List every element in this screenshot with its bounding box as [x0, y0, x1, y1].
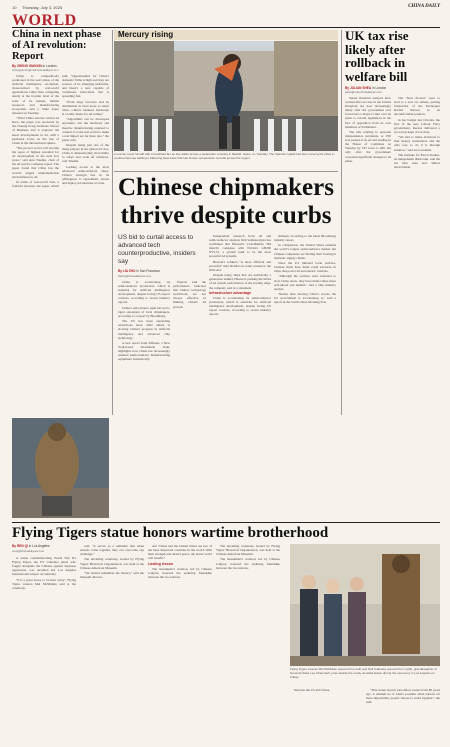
story4-col2	[80, 544, 144, 741]
paragraph: China is accelerating its semiconductor production, which is essential for artificial intelligence development, despite facing US export controls, according to recent industry reports.	[118, 280, 170, 305]
story2-byline-email[interactable]: liazhu@chinadailyusa.com	[118, 274, 152, 278]
story2-kicker: Mercury rising	[118, 30, 174, 39]
story2-col3	[274, 234, 336, 415]
paragraph: "This statue doesn't just reflect events from 80 years ago, it reminds us of what's possible when nations act more importantly, people choose to stand together," she said.	[366, 688, 440, 705]
paragraph: Huawei's solution "is more efficient and powerful" than Nvidia's in some scenarios, the firm said.	[209, 259, 271, 272]
paragraph: A new report from Jefferies, a New York-based investment bank, highlights how China has increasingly realized semiconductor manufacturing equipment domestically.	[118, 340, 170, 362]
paragraph: China's self-reliance push has led to rapid expansion of local chipmakers, according to a report by Bloomberg.	[118, 305, 170, 318]
paragraph: The unveiling ceremony, hosted by Flying Tigers' Historical Organization, was held at the Chinese American Museum.	[80, 557, 144, 570]
paragraph: "The pivotal world will become the space of highest potential for AI development in the next few years," said Ann Tinahui, chair of the AI service company report. The paper found that China has the world's largest implementation environment for AI.	[12, 145, 59, 179]
paragraph: "It is a great honor to be here today," Flying Tigers veteran Mel McMullen said at the ceremony.	[12, 577, 76, 590]
ceremony-photo-image	[290, 544, 440, 666]
flying-tigers-ceremony-photo	[290, 544, 440, 666]
paragraph: The monument's creation, led by Chinese sculptor, honored the enduring friendship between the two nations.	[148, 566, 212, 579]
paragraph: "Algorithms can be developed anywhere, but the hardware and massive manufacturing required to connect it to the real world to make a real impact are far more rare," the paper said.	[62, 117, 109, 142]
paragraph: In her budget last October, the first of the new Labour Party government, Reeves delivered a record package of tax rises.	[394, 117, 440, 134]
story2-col2	[209, 234, 271, 415]
paragraph: In terms of real-world data, a fourfold increase, the paper, which said, "Opportunities for China's domestic firms is high and they are sources of its emerging platforms, and there's a new capable of continuous innovation that is spreading fast.	[12, 74, 109, 188]
header-divider	[12, 27, 440, 28]
paragraph: "We had to make decisions to find money somewhere and the only way to do it is through taxation," said an economist.	[394, 135, 440, 152]
story2-byline-place: in San Francisco	[136, 269, 161, 273]
page-date: Thursday, July 3, 2025	[22, 5, 63, 10]
story4-col3	[148, 544, 212, 741]
paragraph: China is accelerating its semiconductor production, which is essential for artificial intelligence development, despite facing US export controls, according to recent industry reports.	[209, 295, 271, 317]
paragraph: Since the US initiated trade policies, Chinese firms have made rapid advances in chips that power AI and electric vehicles.	[274, 260, 336, 274]
column-divider	[112, 30, 113, 415]
story1-body	[12, 74, 109, 414]
page-header	[12, 5, 440, 27]
paragraph: A statue commemorating World War II's Flying Tigers, the US volunteer pilots who fought alongside the Chinese against Japanese aggression, was unveiled last Los Angeles International Airport on Saturday.	[12, 556, 76, 577]
story2-col1	[118, 280, 170, 415]
story4-col1	[12, 556, 76, 741]
paragraph: between the US and China.	[294, 688, 330, 692]
paragraph: demand, according to the latest Bloomberg industry report.	[274, 234, 336, 243]
paragraph: The US has been expanding restrictions since 2022 aimed at slowing China's progress in artificial intelligence and advanced chip technology.	[118, 319, 170, 340]
paragraph: Experts said the performance indicates that China's technology restrictions are not always effective in limiting China's AI growth.	[173, 280, 206, 309]
paragraph: The monument's creation, led by Chinese sculptor, honored the enduring friendship between the two nations.	[216, 557, 280, 570]
paragraph: said. "It serves as a reminder that when nations come together, they can overcome any challenge."	[80, 544, 144, 557]
heatwave-photo-caption: A woman cools herself with a handheld fan as she walks across a pedestrian crossing in Madrid, Spain, on Tuesday. The Spanish capital has been among the cities in southern Europe battling a blistering heat wave that has broken temperature records across the region.	[114, 153, 335, 160]
ceremony-photo-caption: Flying Tigers veteran Mel McMullen (second from left) and Nell Calloway (second from right), granddaughter of General Claire Lee Chennault, pose beside the newly unveiled statue during the ceremony in Los Angeles on Friday.	[290, 668, 437, 679]
story2-kicker-banner	[114, 30, 338, 40]
story4-byline-place: in Los Angeles	[28, 544, 50, 548]
story4-subhead: Lasting lesson	[148, 561, 174, 566]
paragraph: "Although the policies were intended to slow China down, they have made China more self-reliant and unified," said a chip industry analyst.	[274, 274, 336, 291]
story1-headline: China in next phase of AI revolution: Report	[12, 29, 101, 62]
story3-byline-place: in London	[372, 86, 387, 90]
story3-body	[345, 96, 440, 416]
story1-byline-place: in London	[42, 64, 57, 68]
story4-headline: Flying Tigers statue honors wartime brotherhood	[12, 525, 329, 541]
story4-byline-email[interactable]: renqi@chinadailyusa.com	[12, 549, 45, 553]
story3-byline-email[interactable]: julian@mail.chinadailyuk.com	[345, 90, 382, 94]
section-title: WORLD	[12, 12, 77, 29]
paragraph: Despite being just one of the many players in the global AI race, China is demonstrating vital ability to adopt and scale AI solutions, said Tinahui.	[62, 143, 109, 164]
flying-tigers-statue-photo	[12, 418, 109, 518]
heatwave-photo	[114, 41, 338, 151]
story-uk-tax	[345, 29, 440, 416]
heatwave-photo-image	[114, 41, 338, 151]
story1-byline-email[interactable]: zhengwanxin@mail.chinadailyuk.com	[12, 68, 59, 72]
paragraph: The Institute for Fiscal Studies, an independent think tank, said the tax rises were now almost unavoidable.	[394, 152, 440, 170]
story2-deck: US bid to curtail access to advanced tech counterproductive, insiders say	[118, 234, 196, 265]
paragraph: "From large factories and its distribution in rural areas to smart cities, China's business landscape is a really made-for-AI setting."	[62, 99, 109, 117]
divider	[114, 171, 338, 172]
paragraph: Despite using chips that are technically a generation behind, Huawei's pushing the limits of AI system performance at the leading edge, the company said in a statement.	[209, 273, 271, 290]
story-ai-revolution	[12, 29, 109, 416]
story3-byline-name: By JULIAN SHEA	[345, 86, 372, 90]
paragraph: Lacking access to the most advanced semiconductor chips, China's strength lies in its willingness to experiment, iterate and deploy AI solutions at scale.	[62, 164, 109, 186]
story2-subhead: Infrastructure advantage	[209, 290, 252, 295]
paragraph: "Rather than slowing China's access, the US government is accelerating it," said a report in the South China Morning Post.	[274, 291, 336, 305]
story2-col1b	[173, 280, 206, 415]
paragraph: "Third China and the Global AI Race, the paper was produced by the Cheung Kong Graduate School of Business and it explores the latest developments in AI, with a particular focus on the rise of China in the international sphere.	[12, 116, 59, 145]
bottom-section-divider	[12, 522, 440, 523]
paragraph: China is competitively positioned in the next phase of the artificial intelligence revolution, characterized by real-world applications rather than competing purely at the frontier level of the scale of its market, human resources and manufacturing ecosystem, said a white paper released on Tuesday.	[12, 74, 59, 115]
story2-byline-name: By LIA ZHU	[118, 269, 136, 273]
story2-headline: Chinese chipmakers thrive despite curbs	[118, 174, 334, 229]
paragraph: In comparison, the United States remains the world's largest semiconductor market but Chinese companies are finding their footing in domestic supply chains.	[274, 243, 336, 260]
story4-byline-name: By REN QI	[12, 544, 28, 548]
story4-col4	[216, 544, 280, 741]
paragraph: The bill, relating to personal independence payments, or PIP, was passed at its second reading in the House of Commons on Tuesday by 335 votes to 260, but only after the government conceded significant changes to its plans.	[345, 129, 391, 163]
china-daily-logo: CHINA DAILY	[408, 4, 440, 9]
paragraph: Senior financial analysts have warned that tax rises in the United Kingdom are now increasingly likely after the government was forced into a major U-turn over its plans to reform legislation in the face of opposition from its own members of Parliament.	[345, 96, 391, 129]
story2-byline	[118, 269, 202, 273]
story4-col5	[290, 688, 362, 742]
story3-headline: UK tax rise likely after rollback in welfare bill	[345, 29, 409, 84]
paragraph: The "hard choices" were to lead to a new tax debate, putting Chancellor of the Exchequer Rachel Reeves in an uncomfortable position.	[394, 96, 440, 117]
page-number: 10	[12, 5, 17, 10]
statue-photo-image	[12, 418, 109, 518]
paragraph: "We should remember the history," said the museum director.	[80, 570, 144, 580]
column-divider	[341, 30, 342, 415]
paragraph: Independent research from AI and semiconductor analysis firm SemiAnalysis has confirmed that Huawei's CloudMatrix 384 directly competes with Nvidia's GB200 NVL72, a system built to be the most powerful AI systems.	[209, 234, 271, 259]
story4-col6	[366, 688, 440, 742]
story1-byline-name: By ZHENG WANXIN	[12, 64, 42, 68]
paragraph: The unveiling ceremony, hosted by Flying Tigers' Historical Organization, was held at the Chinese American Museum.	[216, 544, 280, 557]
paragraph: and "China and the United States are two of the most important countries in the world. With their strength and shared peace, the entire world will benefit."	[148, 544, 212, 561]
